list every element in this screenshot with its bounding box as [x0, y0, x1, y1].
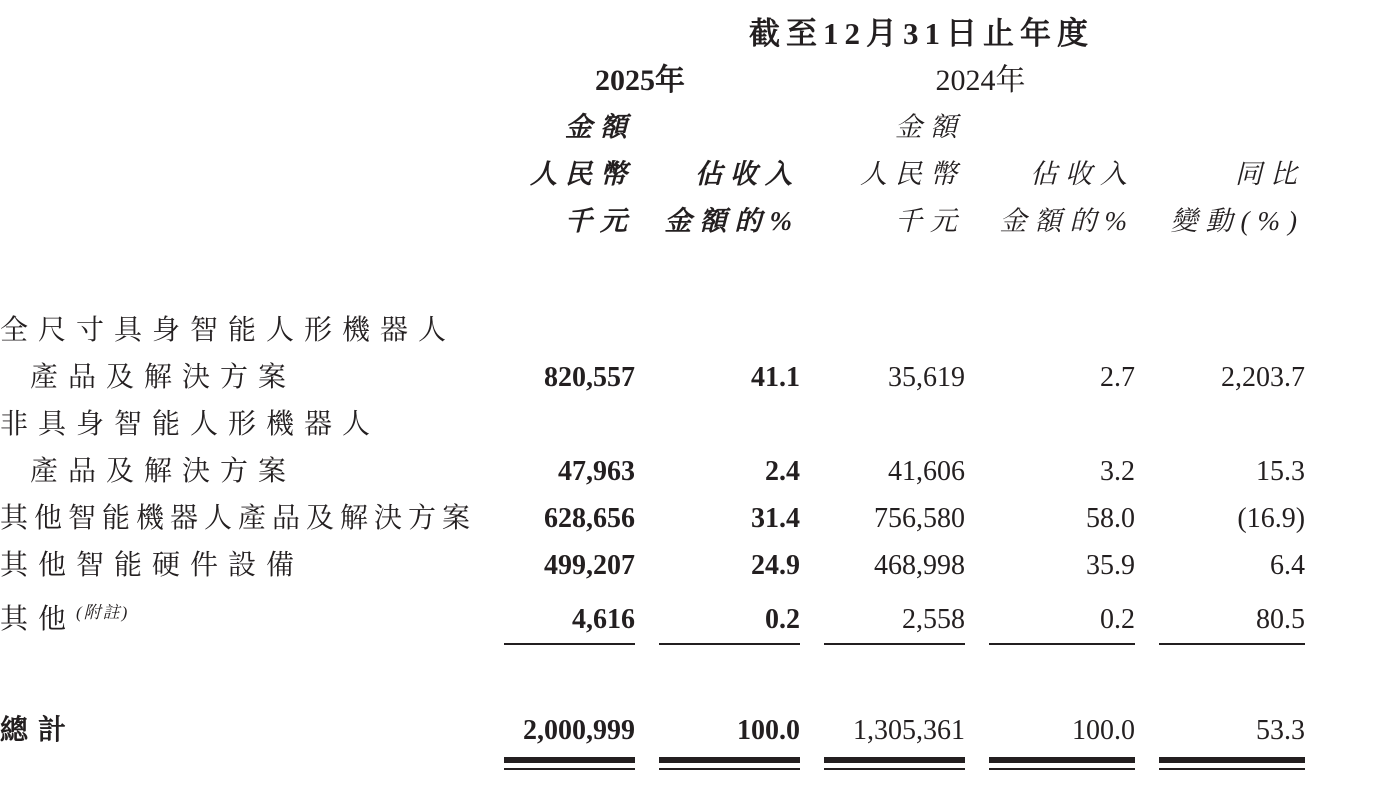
spacer-cell — [965, 104, 1135, 151]
col-header-amount-2025-line1: 金額 — [565, 112, 635, 142]
spacer-cell — [0, 198, 480, 245]
total-amount-2025: 2,000,999 — [523, 715, 635, 746]
cell-amount-2025: 4,616 — [572, 604, 635, 635]
single-rule — [1159, 643, 1305, 645]
cell-pct-2024: 35.9 — [1086, 550, 1135, 581]
row-label: 其他智能硬件設備 — [0, 550, 305, 581]
rule-cell — [480, 754, 635, 786]
spacer-cell — [0, 151, 480, 198]
row-label: 其他智能機器人產品及解決方案 — [0, 503, 477, 534]
cell-amount-2024: 468,998 — [874, 550, 965, 581]
spacer-cell — [1305, 198, 1390, 245]
year-header-row — [0, 57, 1390, 104]
col-header-amount-2024-line3: 千元 — [895, 206, 965, 236]
col-header-yoy-line1: 同比 — [1235, 159, 1306, 189]
double-rule — [504, 757, 635, 770]
cell-pct-2024: 3.2 — [1100, 456, 1135, 487]
spacer-cell — [1305, 643, 1390, 659]
subtotal-rule-row — [0, 643, 1390, 659]
col-header-pct-2024-line2: 金額的% — [999, 206, 1135, 236]
cell-pct-2024: 58.0 — [1086, 503, 1135, 534]
col-header-amount-2024-line2: 人民幣 — [860, 159, 965, 189]
cell-amount-2025: 820,557 — [544, 362, 635, 393]
spacer-cell — [1305, 57, 1390, 104]
cell-yoy: 80.5 — [1256, 604, 1306, 635]
total-pct-2025: 100.0 — [737, 715, 800, 746]
spacer-cell — [0, 57, 480, 104]
spacer-cell — [0, 643, 480, 659]
spacer-cell — [1135, 57, 1305, 104]
single-rule — [504, 643, 635, 645]
single-rule — [824, 643, 965, 645]
cell-amount-2024: 41,606 — [888, 456, 965, 487]
spacer-cell — [0, 104, 480, 151]
spacer-cell — [1305, 151, 1390, 198]
rule-cell — [800, 754, 965, 786]
double-rule — [824, 757, 965, 770]
table-row-others — [0, 589, 1390, 643]
rule-cell — [965, 643, 1135, 659]
spacer-cell — [1305, 401, 1390, 495]
total-label: 總計 — [0, 715, 77, 746]
col-header-pct-2025-line2: 金額的% — [664, 206, 800, 236]
table-row-other-robots — [0, 495, 1390, 542]
cell-yoy: 6.4 — [1270, 550, 1306, 581]
rule-cell — [635, 643, 800, 659]
period-header-row — [0, 10, 1390, 57]
rule-cell — [1135, 754, 1305, 786]
col-header-pct-2025-line1: 佔收入 — [695, 159, 800, 189]
table-row-other-hardware — [0, 542, 1390, 589]
spacer-cell — [1305, 589, 1390, 643]
year-2024-header: 2024年 — [935, 64, 1026, 97]
table-row-non-embodied — [0, 401, 1390, 495]
table-row-fullsize-embodied — [0, 307, 1390, 401]
header-body-gap — [0, 245, 1390, 307]
cell-amount-2024: 2,558 — [902, 604, 965, 635]
single-rule — [659, 643, 800, 645]
spacer-cell — [0, 245, 1390, 307]
cell-pct-2024: 2.7 — [1100, 362, 1135, 393]
row-label-text: 其他 — [0, 604, 77, 635]
total-pct-2024: 100.0 — [1072, 715, 1135, 746]
total-rule-row — [0, 754, 1390, 786]
double-rule — [1159, 757, 1305, 770]
spacer-cell — [1305, 754, 1390, 786]
col-header-yoy-line2: 變動(%) — [1170, 206, 1306, 236]
row-label — [0, 307, 480, 401]
cell-amount-2025: 499,207 — [544, 550, 635, 581]
spacer-cell — [1305, 707, 1390, 754]
cell-yoy: 15.3 — [1256, 456, 1306, 487]
cell-pct-2025: 41.1 — [751, 362, 800, 393]
column-header-row-2 — [0, 151, 1390, 198]
body-total-gap — [0, 659, 1390, 707]
spacer-cell — [1305, 307, 1390, 401]
single-rule — [989, 643, 1135, 645]
col-header-amount-2024-line1: 金額 — [895, 112, 965, 142]
rule-cell — [965, 754, 1135, 786]
spacer-cell — [1305, 10, 1390, 57]
footnote-reference: (附註) — [76, 603, 130, 622]
row-label-line2: 產品及解決方案 — [30, 362, 297, 393]
column-header-row-3 — [0, 198, 1390, 245]
row-label-line1: 非具身智能人形機器人 — [0, 409, 381, 440]
cell-amount-2024: 756,580 — [874, 503, 965, 534]
rule-cell — [635, 754, 800, 786]
spacer-cell — [1135, 104, 1305, 151]
cell-pct-2025: 0.2 — [765, 604, 800, 635]
cell-yoy: 2,203.7 — [1221, 362, 1306, 393]
spacer-cell — [0, 659, 1390, 707]
col-header-amount-2025-line3: 千元 — [565, 206, 635, 236]
cell-amount-2025: 628,656 — [544, 503, 635, 534]
rule-cell — [800, 643, 965, 659]
row-label — [0, 589, 480, 643]
cell-pct-2025: 2.4 — [765, 456, 800, 487]
spacer-cell — [1305, 104, 1390, 151]
revenue-breakdown-table — [0, 10, 1390, 786]
double-rule — [989, 757, 1135, 770]
rule-cell — [1135, 643, 1305, 659]
total-row — [0, 707, 1390, 754]
spacer-cell — [635, 104, 800, 151]
row-label-line1: 全尺寸具身智能人形機器人 — [0, 315, 457, 346]
cell-amount-2024: 35,619 — [888, 362, 965, 393]
spacer-cell — [1305, 542, 1390, 589]
col-header-amount-2025-line2: 人民幣 — [530, 159, 635, 189]
total-yoy: 53.3 — [1256, 715, 1306, 746]
double-rule — [659, 757, 800, 770]
spacer-cell — [0, 754, 480, 786]
row-label — [0, 401, 480, 495]
period-header: 截至12月31日止年度 — [749, 16, 1095, 51]
cell-pct-2024: 0.2 — [1100, 604, 1135, 635]
total-amount-2024: 1,305,361 — [853, 715, 965, 746]
row-label-line2: 產品及解決方案 — [30, 456, 297, 487]
year-2025-header: 2025年 — [595, 64, 685, 97]
spacer-cell — [1305, 495, 1390, 542]
column-header-row-1 — [0, 104, 1390, 151]
rule-cell — [480, 643, 635, 659]
cell-pct-2025: 24.9 — [751, 550, 800, 581]
col-header-pct-2024-line1: 佔收入 — [1030, 159, 1135, 189]
spacer-cell — [0, 10, 480, 57]
cell-pct-2025: 31.4 — [751, 503, 800, 534]
cell-amount-2025: 47,963 — [558, 456, 635, 487]
cell-yoy: (16.9) — [1237, 503, 1306, 534]
